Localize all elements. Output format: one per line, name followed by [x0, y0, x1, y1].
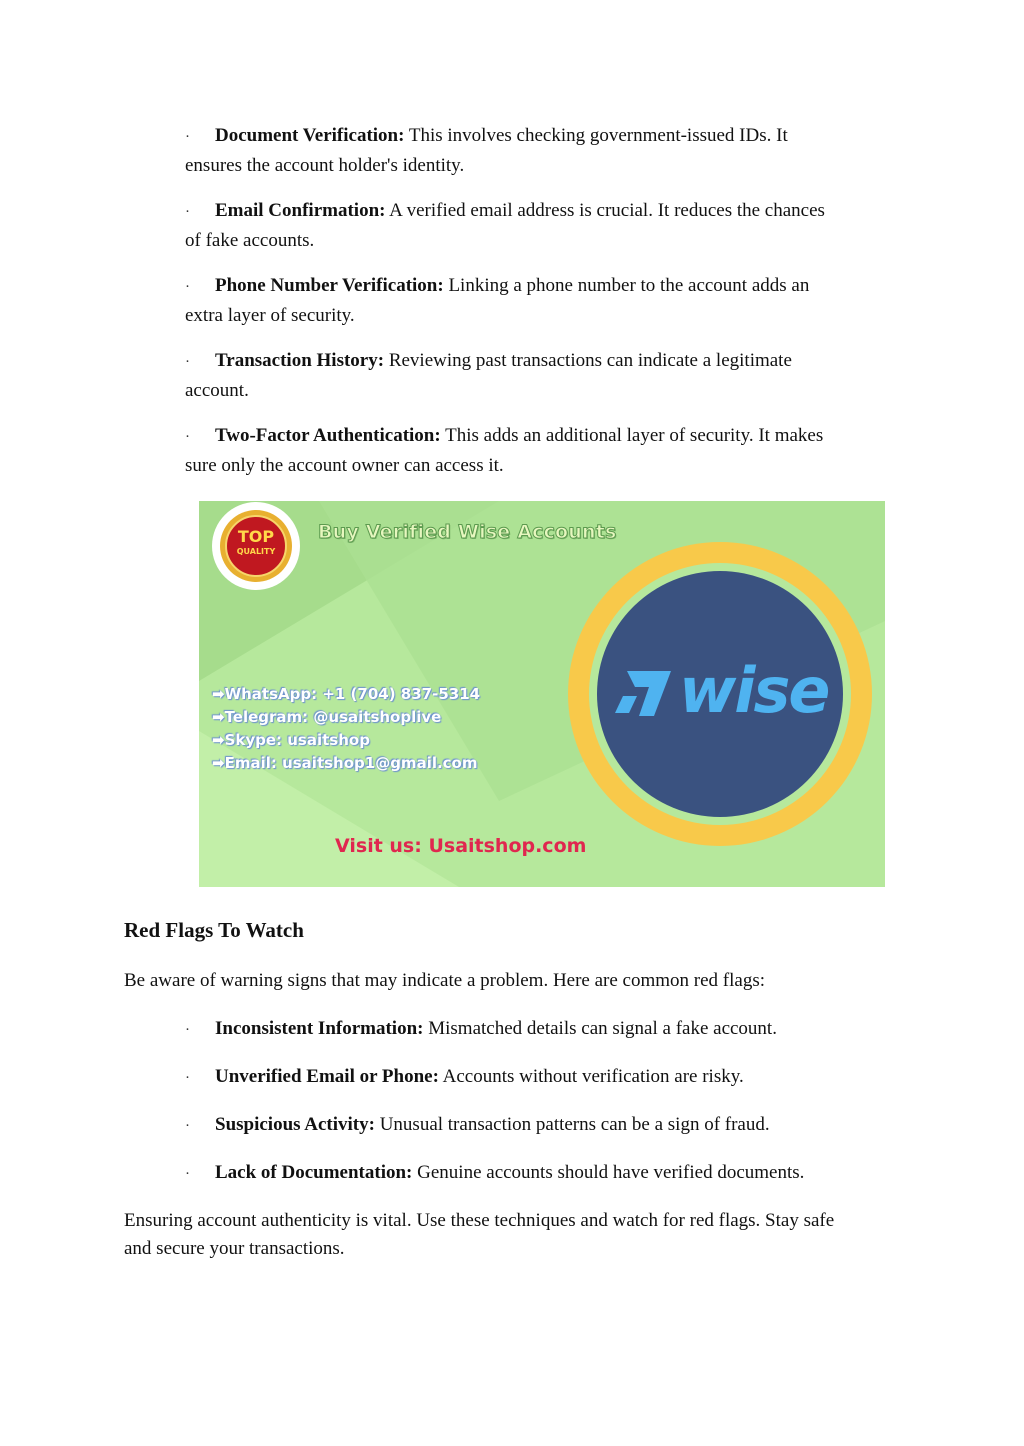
wise-logo-text: wise [679, 654, 829, 727]
bullet-term: Two-Factor Authentication: [215, 425, 441, 446]
badge-bottom-text: QUALITY [236, 547, 276, 556]
bullet-dot: · [185, 1070, 190, 1086]
bullet-dot: · [185, 1022, 190, 1038]
contact-telegram: ➡Telegram: @usaitshoplive [212, 708, 442, 726]
bullet-inconsistent-info [185, 1015, 885, 1045]
bullet-text: Accounts without verification are risky. [438, 1066, 744, 1087]
closing-paragraph [124, 1207, 904, 1262]
bullet-dot: · [185, 129, 190, 145]
bullet-text: This involves checking government-issued IDs. It [404, 125, 788, 146]
bullet-dot: · [185, 354, 190, 370]
bullet-term: Inconsistent Information: [215, 1018, 424, 1039]
bullet-term: Lack of Documentation: [215, 1162, 413, 1183]
bullet-lack-documentation [185, 1159, 885, 1189]
bullet-text: This adds an additional layer of security. It makes [440, 425, 824, 446]
bullet-transaction-history [185, 347, 885, 404]
bullet-document-verification [185, 122, 885, 179]
bullet-text: Unusual transaction patterns can be a sign of fraud. [374, 1114, 770, 1135]
bullet-text-continued: ensures the account holder's identity. [185, 154, 465, 176]
bullet-dot: · [185, 1166, 190, 1182]
bullet-phone-verification [185, 272, 885, 329]
bullet-dot: · [185, 279, 190, 295]
bullet-text-continued: account. [185, 379, 249, 401]
bullet-dot: · [185, 204, 190, 220]
bullet-text: A verified email address is crucial. It reduces the chances [385, 200, 825, 221]
closing-line: Ensuring account authenticity is vital. Use these techniques and watch for red flags. Stay safe [124, 1210, 835, 1231]
contact-email: ➡Email: usaitshop1@gmail.com [212, 754, 478, 772]
bullet-suspicious-activity [185, 1111, 885, 1141]
bullet-text-continued: extra layer of security. [185, 304, 355, 326]
banner-title: Buy Verified Wise Accounts [318, 521, 617, 543]
bullet-text-continued: sure only the account owner can access it. [185, 454, 504, 476]
visit-website-text: Visit us: Usaitshop.com [335, 835, 587, 857]
bullet-text: Reviewing past transactions can indicate a legitimate [384, 350, 792, 371]
badge-top-text: TOP [237, 527, 275, 546]
bullet-text: Mismatched details can signal a fake account. [423, 1018, 777, 1039]
bullet-dot: · [185, 429, 190, 445]
closing-line: and secure your transactions. [124, 1237, 345, 1259]
bullet-term: Unverified Email or Phone: [215, 1066, 439, 1087]
bullet-term: Email Confirmation: [215, 200, 386, 221]
bullet-text-continued: of fake accounts. [185, 229, 315, 251]
section-intro: Be aware of warning signs that may indicate a problem. Here are common red flags: [124, 970, 766, 991]
bullet-two-factor [185, 422, 885, 479]
bullet-unverified-contact [185, 1063, 885, 1093]
bullet-term: Transaction History: [215, 350, 385, 371]
bullet-text: Linking a phone number to the account adds an [443, 275, 810, 296]
bullet-term: Document Verification: [215, 125, 405, 146]
bullet-dot: · [185, 1118, 190, 1134]
wise-accounts-banner [199, 501, 885, 887]
bullet-term: Suspicious Activity: [215, 1114, 375, 1135]
section-heading: Red Flags To Watch [124, 918, 304, 942]
bullet-text: Genuine accounts should have verified documents. [412, 1162, 805, 1183]
bullet-email-confirmation [185, 197, 885, 254]
contact-whatsapp: ➡WhatsApp: +1 (704) 837-5314 [212, 685, 481, 703]
contact-skype: ➡Skype: usaitshop [212, 731, 370, 749]
bullet-term: Phone Number Verification: [215, 275, 444, 296]
